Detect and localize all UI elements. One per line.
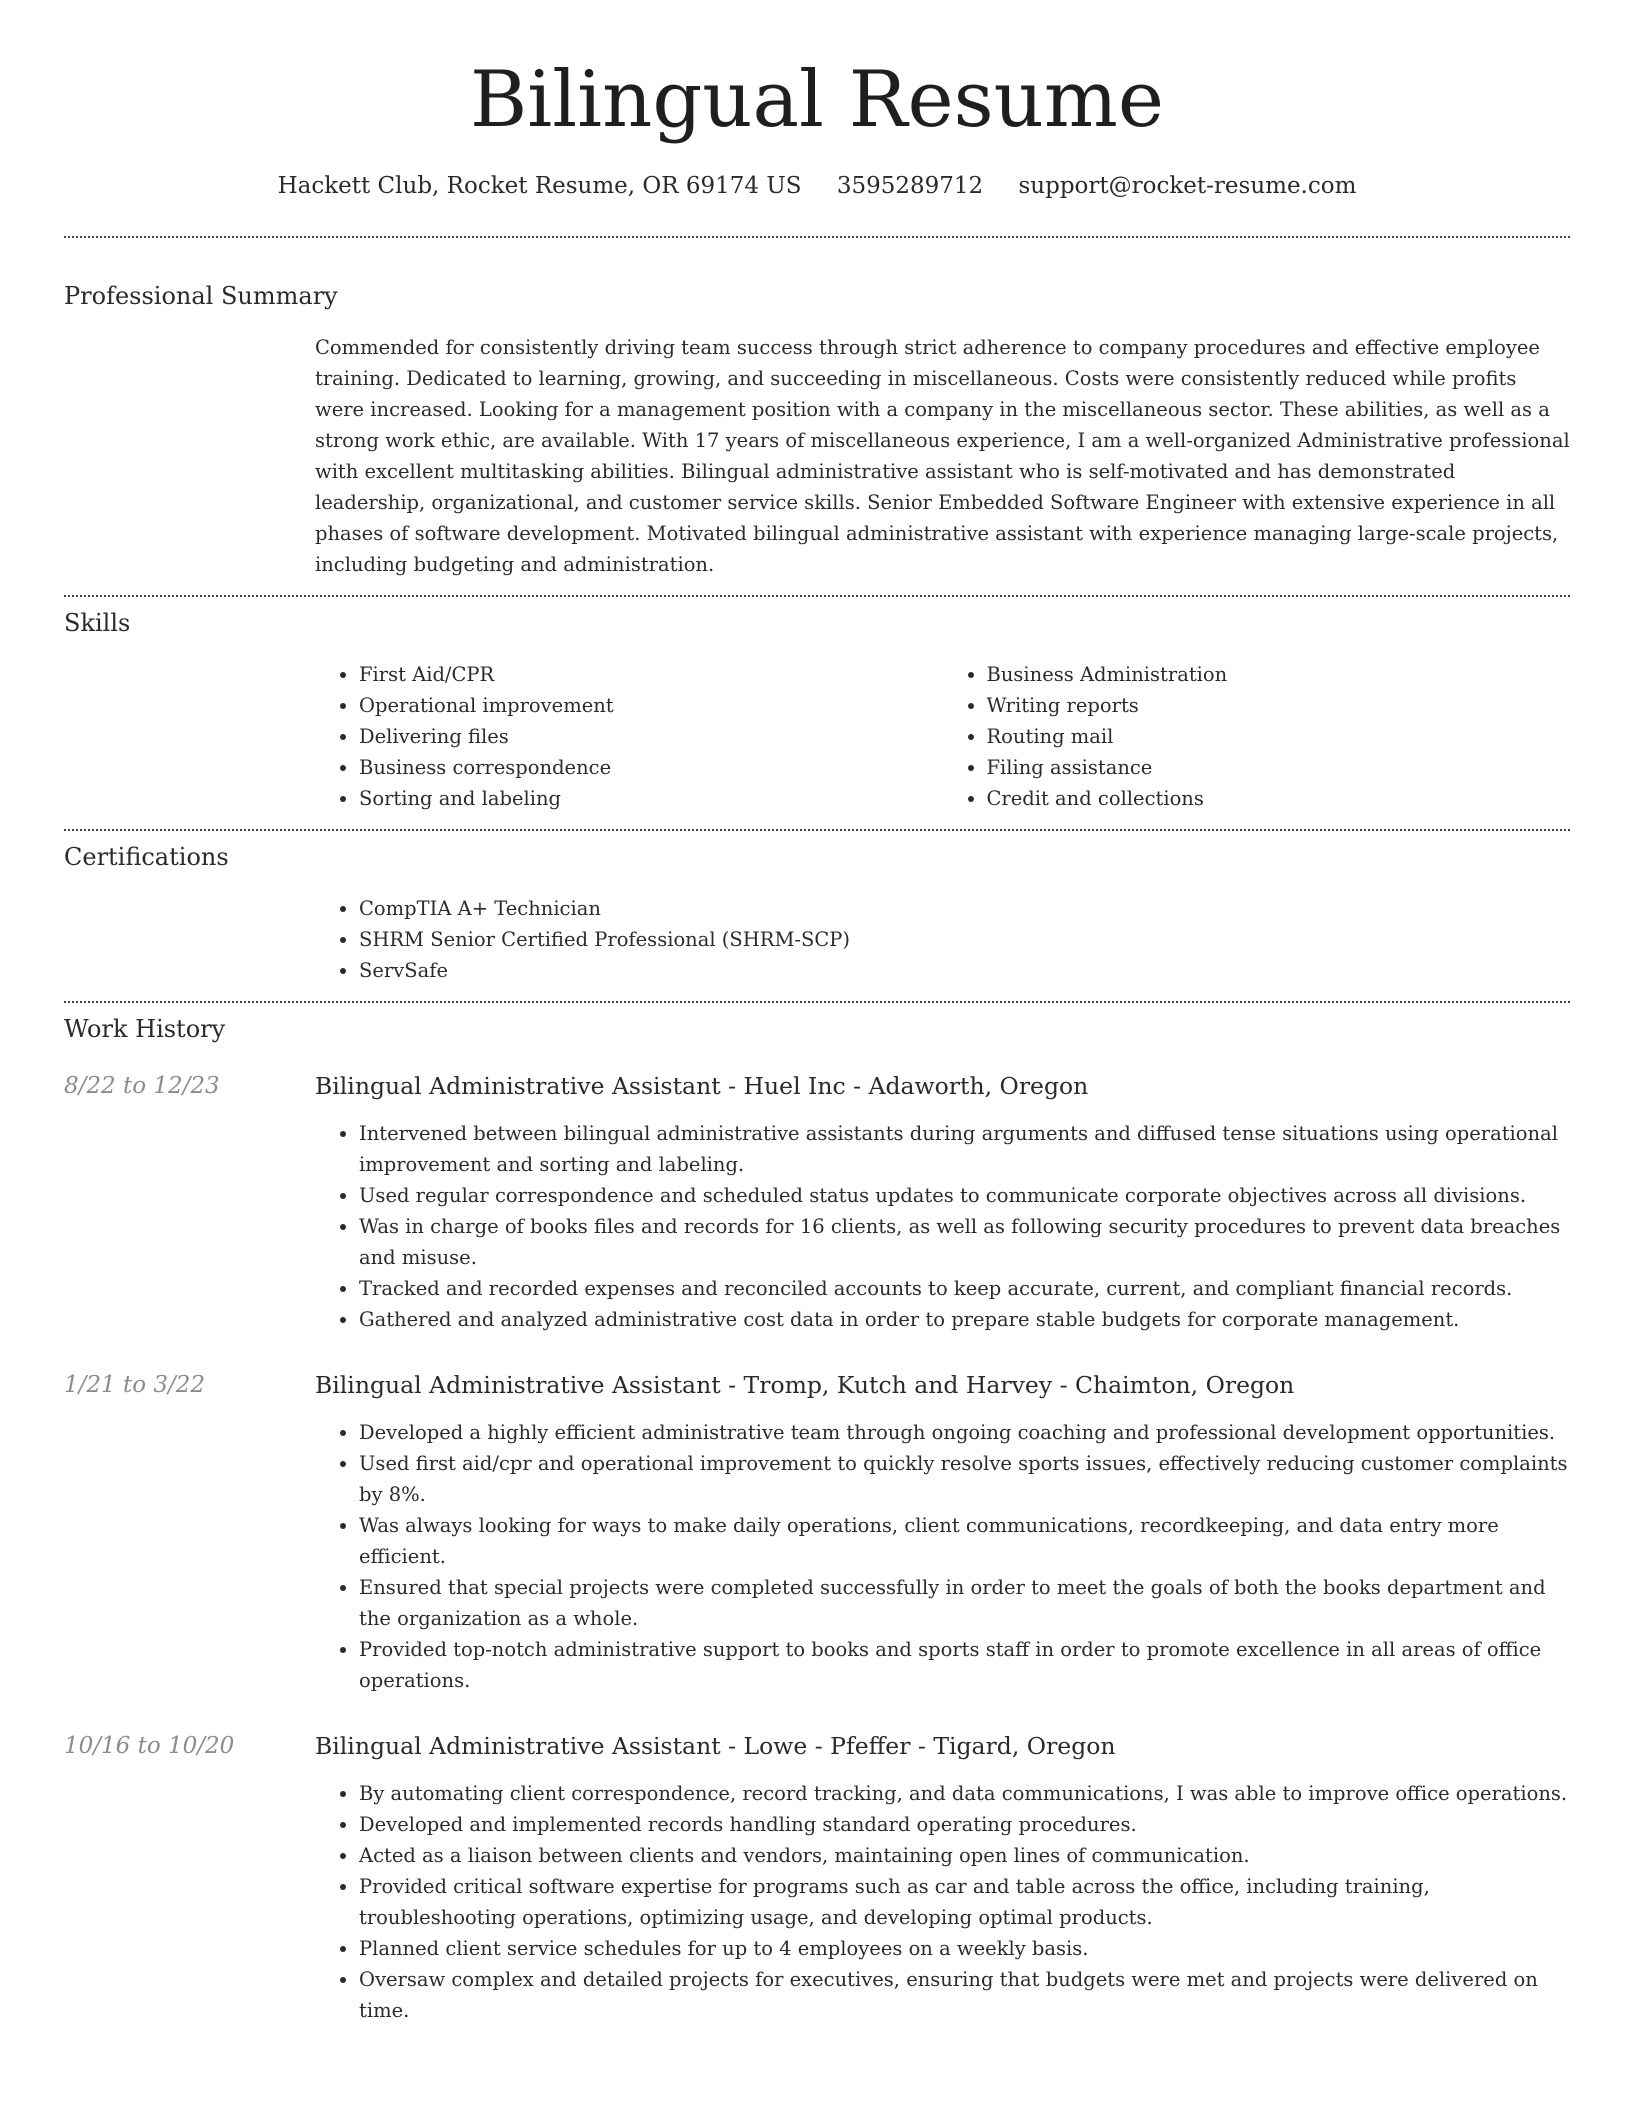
job-title: Bilingual Administrative Assistant - Lowe - Pfeffer - Tigard, Oregon	[315, 1732, 1116, 1760]
job-dates: 8/22 to 12/23	[64, 1073, 220, 1099]
list-item: • Used first aid/cpr and operational improvement to quickly resolve sports issues, effectively reducing customer complaints by 8%.	[359, 1448, 1570, 1510]
job-dates: 10/16 to 10/20	[64, 1733, 235, 1759]
list-item: • Used regular correspondence and scheduled status updates to communicate corporate objectives across all divisions.	[359, 1180, 1570, 1211]
contact-address: Hackett Club, Rocket Resume, OR 69174 US	[277, 173, 802, 199]
list-item: • Routing mail	[987, 721, 1571, 752]
list-item: • By automating client correspondence, record tracking, and data communications, I was able to improve office operations.	[359, 1778, 1570, 1809]
job-header	[64, 1070, 1570, 1102]
list-item: • Acted as a liaison between clients and vendors, maintaining open lines of communication.	[359, 1840, 1570, 1871]
list-item: • Was always looking for ways to make daily operations, client communications, recordkeeping, and data entry more efficient.	[359, 1510, 1570, 1572]
skills-columns	[315, 659, 1570, 814]
list-item: • ServSafe	[359, 955, 1570, 986]
contact-phone: 3595289712	[836, 173, 984, 199]
list-item: • SHRM Senior Certified Professional (SHRM-SCP)	[359, 924, 1570, 955]
job-details	[315, 1778, 1570, 2026]
list-item: • Planned client service schedules for up to 4 employees on a weekly basis.	[359, 1933, 1570, 1964]
list-item: • Provided critical software expertise for programs such as car and table across the office, including training, troubleshooting operations, optimizing usage, and developing optimal products.	[359, 1871, 1570, 1933]
certifications-section	[64, 831, 1570, 1001]
job-header	[64, 1730, 1570, 1762]
list-item: • Delivering files	[359, 721, 943, 752]
list-item: • First Aid/CPR	[359, 659, 943, 690]
certifications-list	[315, 893, 1570, 986]
list-item: • Tracked and recorded expenses and reconciled accounts to keep accurate, current, and compliant financial records.	[359, 1273, 1570, 1304]
section-title-skills: Skills	[64, 609, 131, 637]
job-details	[315, 1417, 1570, 1696]
list-item: • Business Administration	[987, 659, 1571, 690]
job-title: Bilingual Administrative Assistant - Huel Inc - Adaworth, Oregon	[315, 1072, 1089, 1100]
section-title-certifications: Certifications	[64, 843, 229, 871]
list-item: • Oversaw complex and detailed projects for executives, ensuring that budgets were met and projects were delivered on time.	[359, 1964, 1570, 2026]
skills-section	[64, 597, 1570, 829]
contact-line	[64, 170, 1570, 202]
summary-section	[64, 238, 1570, 595]
job-dates: 1/21 to 3/22	[64, 1372, 206, 1398]
job-bullets	[315, 1778, 1570, 2026]
list-item: • Business correspondence	[359, 752, 943, 783]
job-entry	[64, 1369, 1570, 1696]
certifications-content	[315, 893, 1570, 986]
job-bullets	[315, 1417, 1570, 1696]
resume-name: Bilingual Resume	[469, 55, 1165, 145]
job-entry	[64, 1730, 1570, 2026]
summary-content	[315, 332, 1570, 580]
list-item: • Operational improvement	[359, 690, 943, 721]
list-item: • Developed and implemented records handling standard operating procedures.	[359, 1809, 1570, 1840]
job-bullets	[315, 1118, 1570, 1335]
contact-email: support@rocket-resume.com	[1018, 173, 1357, 199]
list-item: • Sorting and labeling	[359, 783, 943, 814]
skills-list-left	[315, 659, 943, 814]
list-item: • CompTIA A+ Technician	[359, 893, 1570, 924]
work-history-section	[64, 1003, 1570, 2026]
job-entry	[64, 1070, 1570, 1335]
list-item: • Intervened between bilingual administrative assistants during arguments and diffused tense situations using operational improvement and sorting and labeling.	[359, 1118, 1570, 1180]
list-item: • Filing assistance	[987, 752, 1571, 783]
job-title: Bilingual Administrative Assistant - Tromp, Kutch and Harvey - Chaimton, Oregon	[315, 1371, 1295, 1399]
list-item: • Provided top-notch administrative support to books and sports staff in order to promote excellence in all areas of office operations.	[359, 1634, 1570, 1696]
job-details	[315, 1118, 1570, 1335]
section-title-summary: Professional Summary	[64, 282, 338, 310]
list-item: • Ensured that special projects were completed successfully in order to meet the goals of both the books department and the organization as a whole.	[359, 1572, 1570, 1634]
list-item: • Was in charge of books files and records for 16 clients, as well as following security procedures to prevent data breaches and misuse.	[359, 1211, 1570, 1273]
list-item: • Credit and collections	[987, 783, 1571, 814]
list-item: • Writing reports	[987, 690, 1571, 721]
skills-list-right	[943, 659, 1571, 814]
summary-text: Commended for consistently driving team success through strict adherence to company procedures and effective employee training. Dedicated to learning, growing, and succeeding in miscellaneous. Costs were consistently reduced while profits were increased. Looking for a management position with a company in the miscellaneous sector. These abilities, as well as a strong work ethic, are available. With 17 years of miscellaneous experience, I am a well-organized Administrative professional with excellent multitasking abilities. Bilingual administrative assistant who is self-motivated and has demonstrated leadership, organizational, and customer service skills. Senior Embedded Software Engineer with extensive experience in all phases of software development. Motivated bilingual administrative assistant with experience managing large-scale projects, including budgeting and administration.	[315, 336, 1570, 576]
list-item: • Developed a highly efficient administrative team through ongoing coaching and professional development opportunities.	[359, 1417, 1570, 1448]
list-item: • Gathered and analyzed administrative cost data in order to prepare stable budgets for corporate management.	[359, 1304, 1570, 1335]
job-header	[64, 1369, 1570, 1401]
section-title-work-history: Work History	[64, 1015, 226, 1043]
